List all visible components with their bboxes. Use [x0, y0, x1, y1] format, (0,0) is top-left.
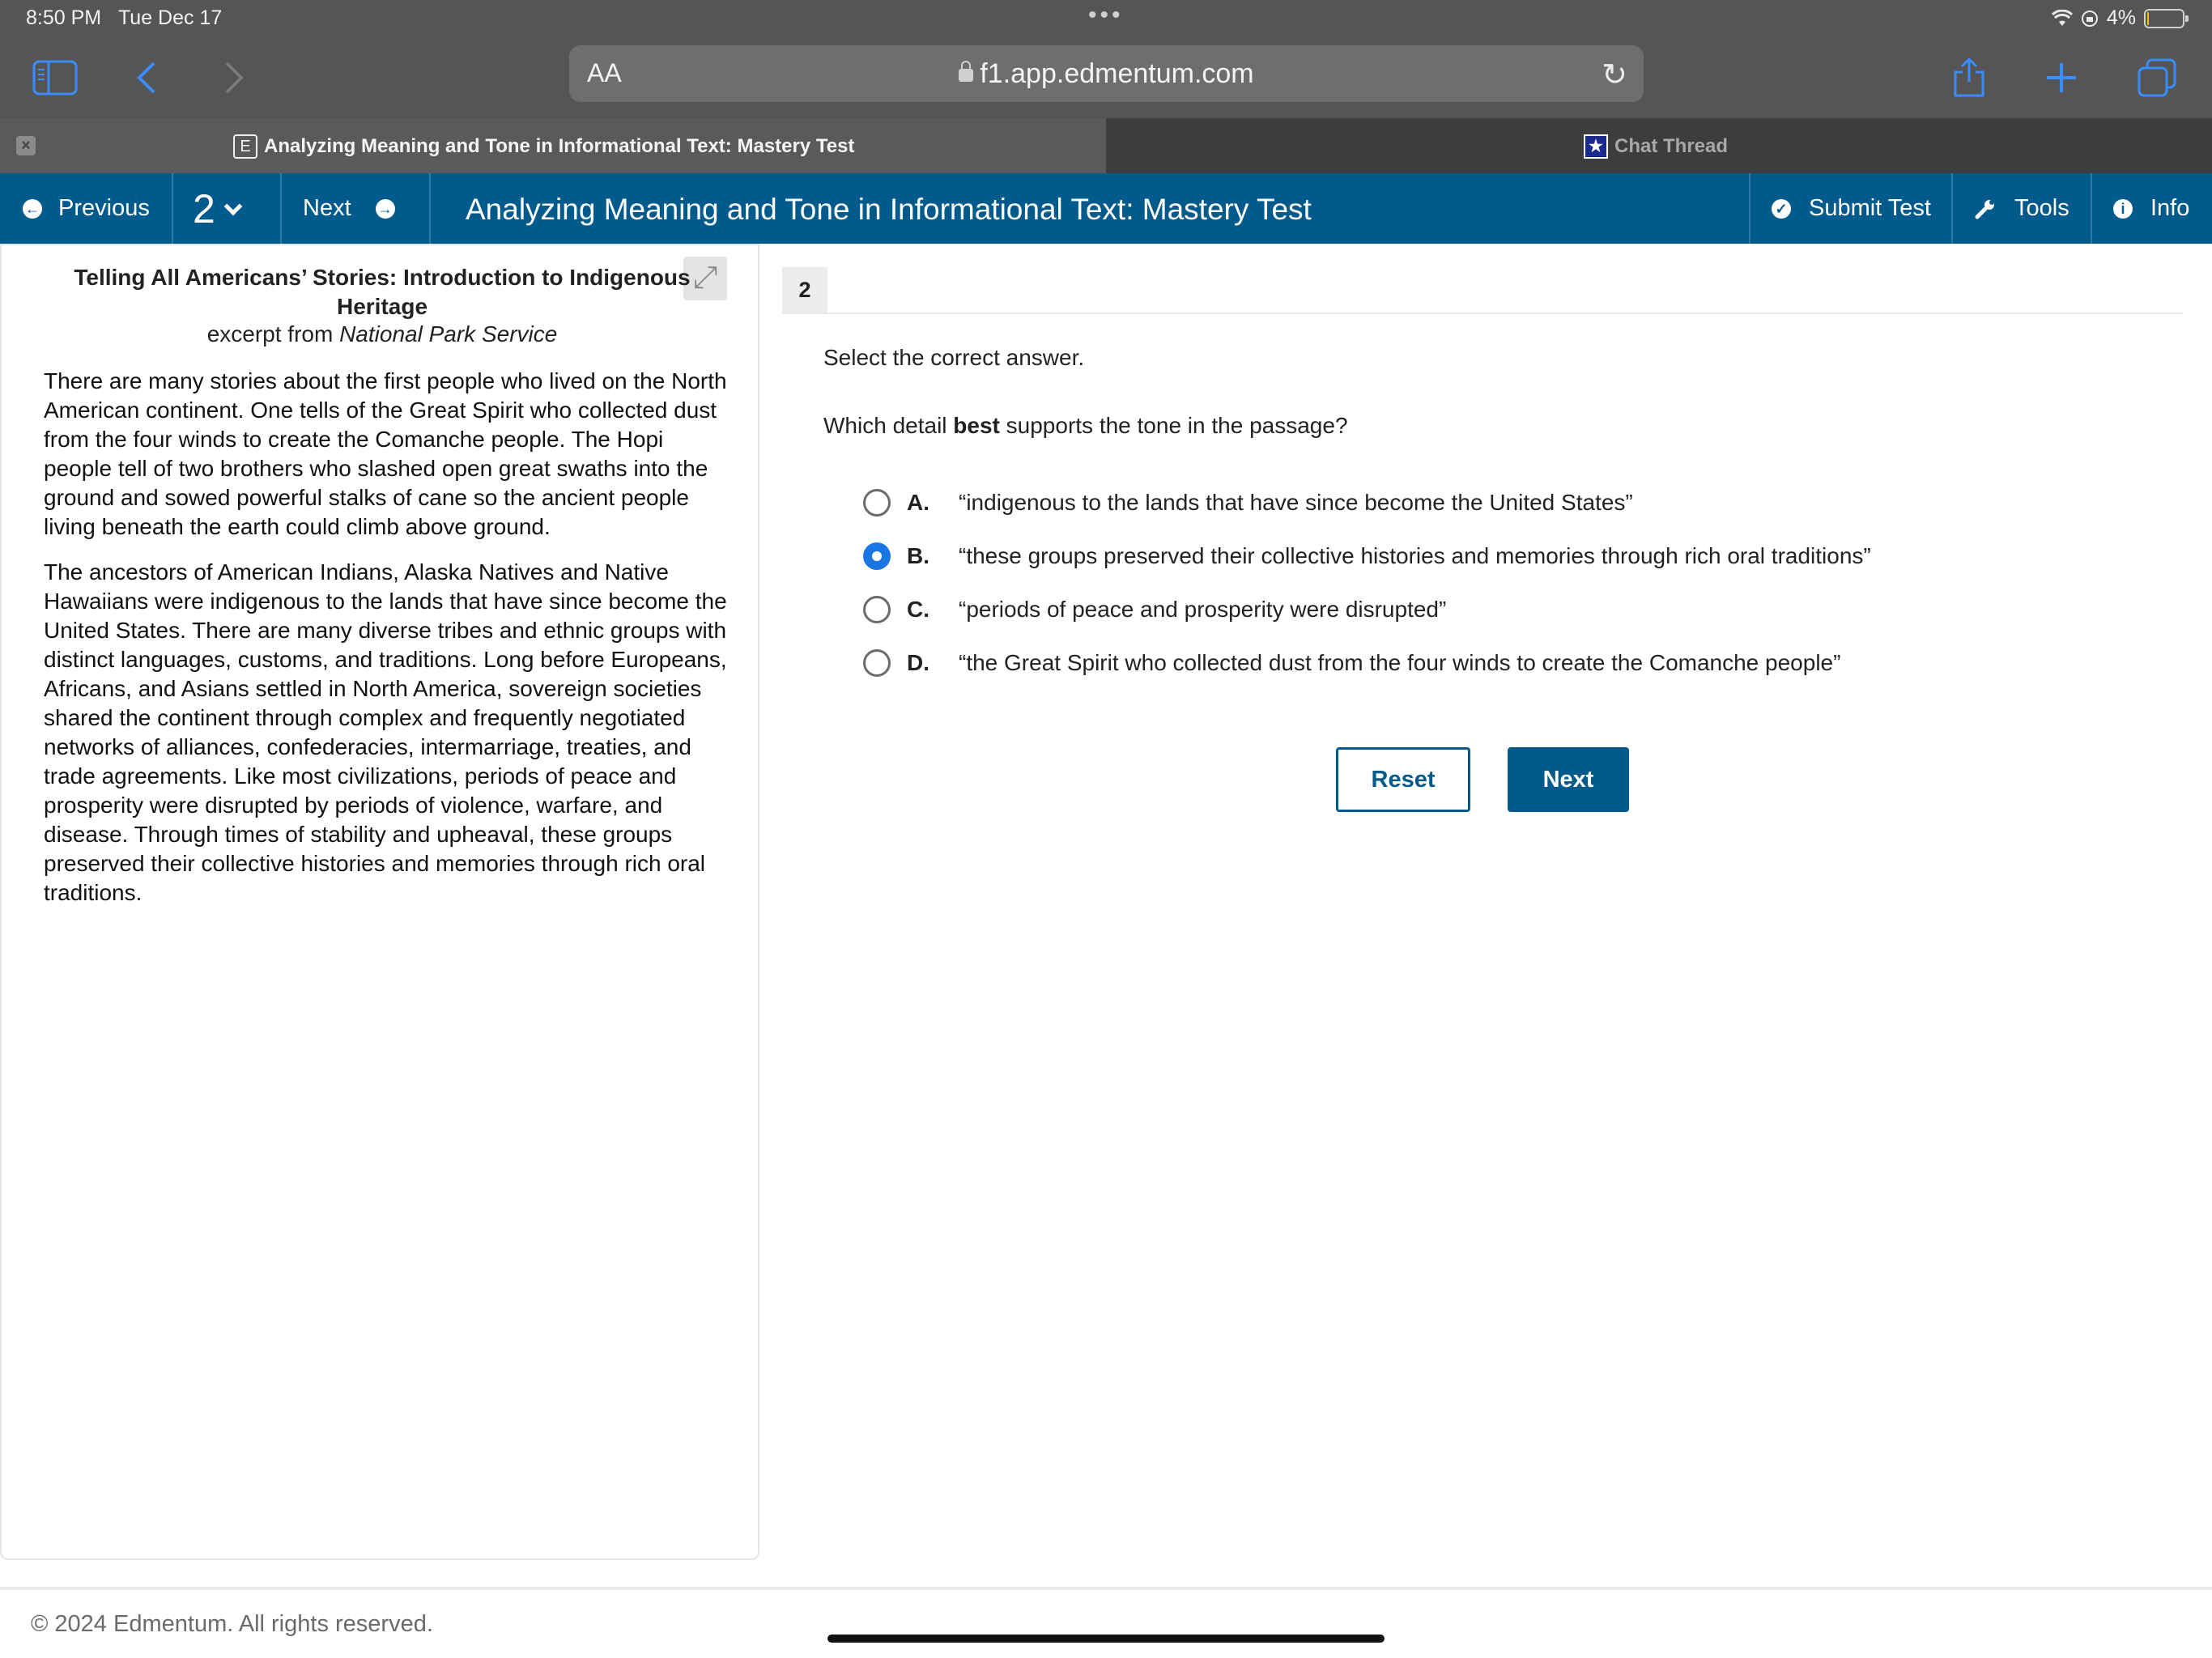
choice-text: “these groups preserved their collective histories and memories through rich oral traditions” — [959, 543, 1871, 568]
passage-body — [44, 367, 732, 924]
battery-level — [2147, 12, 2149, 25]
divider — [2091, 173, 2092, 244]
new-tab-icon[interactable] — [2044, 55, 2079, 100]
back-icon[interactable] — [136, 55, 157, 100]
next-button[interactable]: Next — [1508, 747, 1629, 812]
wrench-icon — [1974, 198, 1997, 220]
status-date: Tue Dec 17 — [117, 6, 223, 29]
reload-icon[interactable]: ↻ — [1602, 58, 1627, 92]
test-title: Analyzing Meaning and Tone in Informational Text: Mastery Test — [466, 193, 1312, 226]
choice-letter: A. — [907, 490, 929, 515]
next-nav-button[interactable] — [303, 173, 395, 244]
radio-button[interactable] — [863, 649, 891, 677]
url-display[interactable] — [569, 58, 1644, 90]
choice-text: “the Great Spirit who collected dust from the four winds to create the Comanche people” — [959, 650, 1841, 675]
info-button[interactable] — [2113, 173, 2189, 244]
radio-button-selected[interactable] — [863, 542, 891, 570]
stem-emphasis: best — [953, 413, 1000, 438]
passage-panel[interactable] — [0, 244, 759, 1560]
tab-overview-icon[interactable] — [2138, 55, 2176, 100]
previous-button[interactable] — [23, 173, 150, 244]
stem-text: Which detail — [823, 413, 954, 438]
browser-toolbar — [0, 39, 2212, 118]
edmentum-favicon-icon: E — [233, 134, 257, 159]
question-instruction: Select the correct answer. — [823, 345, 1085, 370]
info-label: Info — [2150, 195, 2190, 221]
divider — [280, 173, 282, 244]
star-favicon-icon: ★ — [1584, 134, 1608, 159]
tab-edmentum-test[interactable] — [0, 118, 1106, 173]
choice-text: “indigenous to the lands that have since become the United States” — [959, 490, 1633, 515]
divider — [1951, 173, 1953, 244]
lock-icon — [959, 69, 973, 82]
question-number: 2 — [193, 185, 215, 232]
question-selector[interactable] — [193, 173, 240, 244]
chevron-down-icon — [223, 197, 242, 215]
question-number-tab: 2 — [782, 267, 827, 312]
previous-label: Previous — [58, 195, 150, 221]
battery-percent: 4% — [2106, 6, 2136, 29]
radio-button[interactable] — [863, 596, 891, 623]
wifi-icon — [2052, 10, 2073, 28]
browser-tabs — [0, 118, 2212, 173]
forward-icon[interactable] — [223, 55, 245, 100]
choice-letter: C. — [907, 597, 929, 622]
tab-title: Chat Thread — [1614, 135, 1729, 157]
address-bar[interactable] — [569, 45, 1644, 102]
expand-icon[interactable]: ⤢ — [683, 257, 727, 300]
multitasking-dots-icon[interactable]: ••• — [1088, 2, 1124, 28]
info-icon: i — [2113, 199, 2133, 219]
answer-choice-b[interactable] — [863, 540, 1871, 572]
sidebar-icon[interactable] — [32, 55, 78, 100]
divider — [429, 173, 431, 244]
status-time: 8:50 PM — [26, 6, 102, 29]
answer-choice-c[interactable] — [863, 593, 1446, 626]
choice-text: “periods of peace and prosperity were disrupted” — [959, 597, 1447, 622]
orientation-lock-icon — [2081, 10, 2099, 28]
arrow-left-circle-icon: ← — [23, 199, 42, 219]
arrow-right-circle-icon: → — [376, 199, 395, 219]
question-stem — [823, 413, 1348, 439]
radio-button[interactable] — [863, 489, 891, 517]
source-name: National Park Service — [339, 321, 558, 346]
passage-title: Telling All Americans’ Stories: Introduction to Indigenous Heritage — [74, 265, 691, 319]
tab-title: Analyzing Meaning and Tone in Informational Text: Mastery Test — [264, 135, 855, 157]
answer-choice-a[interactable] — [863, 487, 1633, 519]
status-right — [2052, 6, 2184, 30]
text-size-button[interactable]: AA — [587, 58, 622, 87]
tab-chat-thread[interactable] — [1106, 118, 2212, 173]
submit-test-button[interactable] — [1772, 173, 1931, 244]
tools-label: Tools — [2014, 195, 2069, 221]
answer-choice-d[interactable] — [863, 647, 1840, 679]
battery-icon — [2144, 9, 2184, 28]
choice-letter: B. — [907, 543, 929, 568]
passage-source — [42, 321, 722, 347]
reset-button[interactable]: Reset — [1336, 747, 1470, 812]
divider — [1749, 173, 1750, 244]
copyright-footer: © 2024 Edmentum. All rights reserved. — [31, 1611, 433, 1637]
choice-letter: D. — [907, 650, 929, 675]
tools-button[interactable] — [1974, 173, 2069, 244]
close-tab-icon[interactable]: × — [16, 136, 36, 155]
status-time-date — [26, 6, 222, 30]
home-indicator[interactable] — [827, 1635, 1385, 1643]
tab-title-wrap — [233, 134, 854, 159]
divider — [0, 1587, 2212, 1590]
test-navbar — [0, 173, 2212, 244]
divider — [782, 312, 2183, 314]
status-bar — [0, 0, 2212, 39]
tab-title-wrap — [1584, 134, 1728, 159]
share-icon[interactable] — [1953, 55, 1985, 100]
next-label: Next — [303, 195, 351, 221]
stem-text: supports the tone in the passage? — [999, 413, 1348, 438]
passage-paragraph: The ancestors of American Indians, Alaska Natives and Native Hawaiians were indigenous to the lands that have since become the United States. There are many diverse tribes and ethnic groups with distinct languages, customs, and traditions. Long before Europeans, Africans, and Asians settled in North America, sovereign societies shared the continent through complex and frequently negotiated networks of alliances, confederacies, intermarriage, treaties, and trade agreements. Like most civilizations, periods of peace and prosperity were disrupted by periods of violence, warfare, and disease. Through times of stability and upheaval, these groups preserved their collective histories and memories through rich oral traditions. — [44, 559, 727, 905]
divider — [172, 173, 173, 244]
url-text: f1.app.edmentum.com — [980, 58, 1254, 89]
source-prefix: excerpt from — [206, 321, 340, 346]
passage-paragraph: There are many stories about the first people who lived on the North American continent. One tells of the Great Spirit who collected dust from the four winds to create the Comanche people. The Hopi people tell of two brothers who slashed open great swaths into the ground and sowed powerful stalks of cane so the ancient people living beneath the earth could climb above ground. — [44, 368, 727, 539]
check-circle-icon: ✓ — [1772, 199, 1791, 219]
submit-label: Submit Test — [1809, 195, 1931, 221]
